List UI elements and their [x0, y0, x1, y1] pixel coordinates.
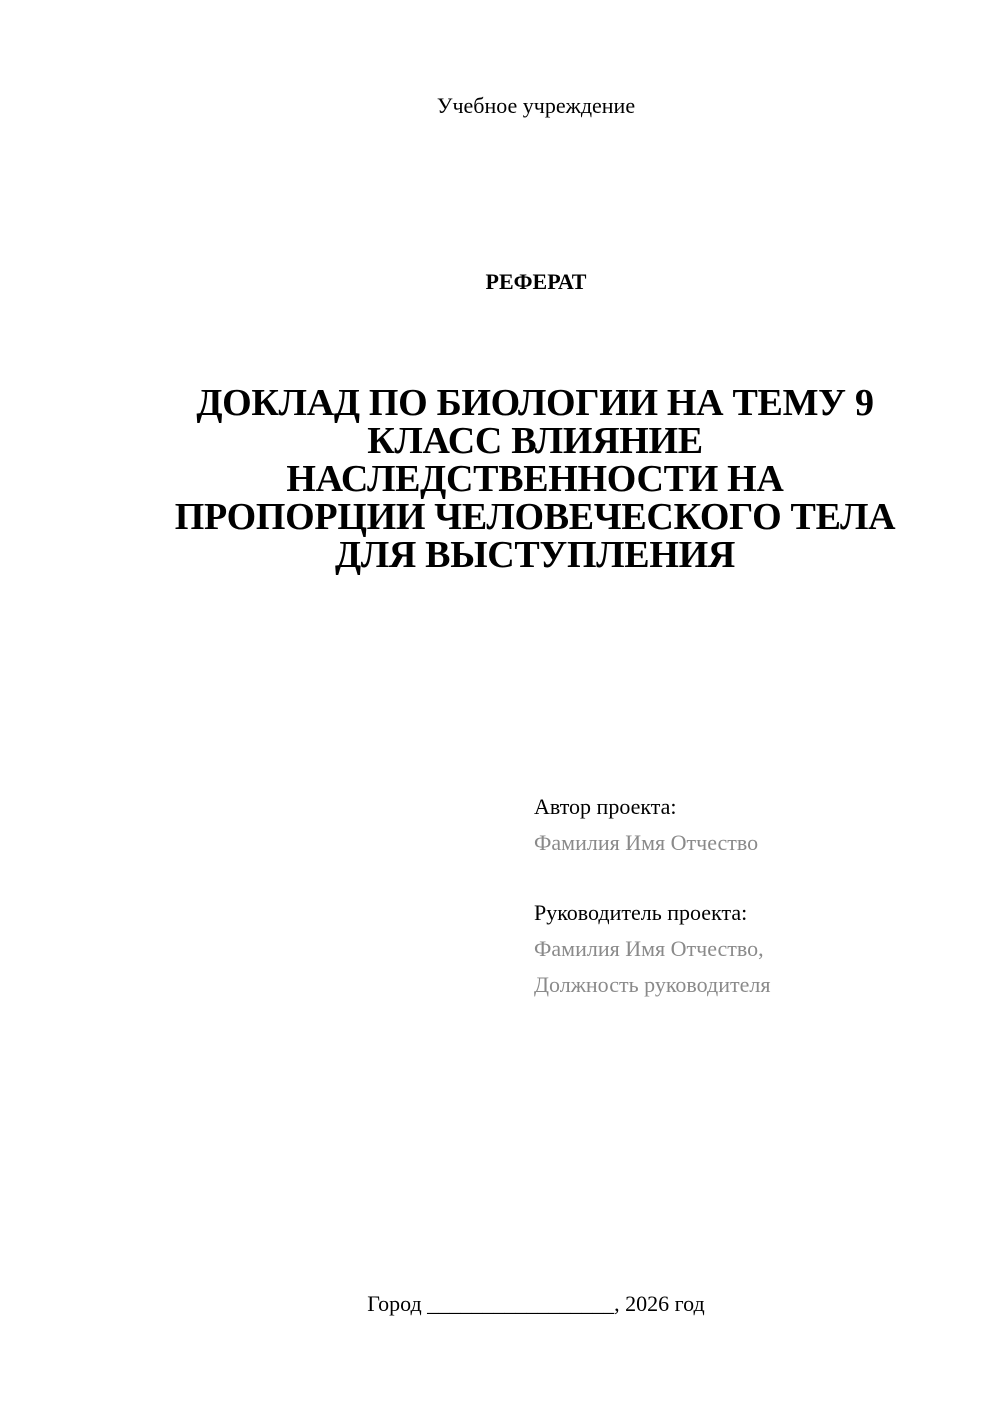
title-line: НАСЛЕДСТВЕННОСТИ НА	[286, 458, 784, 500]
author-name: Фамилия Имя Отчество	[534, 830, 759, 855]
title-line: ПРОПОРЦИИ ЧЕЛОВЕЧЕСКОГО ТЕЛА	[174, 496, 896, 538]
title-line: ДОКЛАД ПО БИОЛОГИИ НА ТЕМУ 9	[196, 382, 874, 424]
supervisor-label: Руководитель проекта:	[534, 900, 748, 925]
author-label: Автор проекта:	[534, 794, 677, 819]
supervisor-position: Должность руководителя	[534, 972, 771, 997]
title-line: КЛАСС ВЛИЯНИЕ	[367, 420, 703, 462]
supervisor-name: Фамилия Имя Отчество,	[534, 936, 764, 961]
institution-name: Учебное учреждение	[436, 93, 636, 118]
credits-block	[534, 789, 974, 1003]
spacer	[534, 861, 974, 895]
title-line: ДЛЯ ВЫСТУПЛЕНИЯ	[334, 534, 735, 576]
document-title	[140, 384, 930, 574]
document-type: РЕФЕРАТ	[485, 269, 587, 294]
city-year-line: Город _________________, 2026 год	[367, 1291, 705, 1316]
